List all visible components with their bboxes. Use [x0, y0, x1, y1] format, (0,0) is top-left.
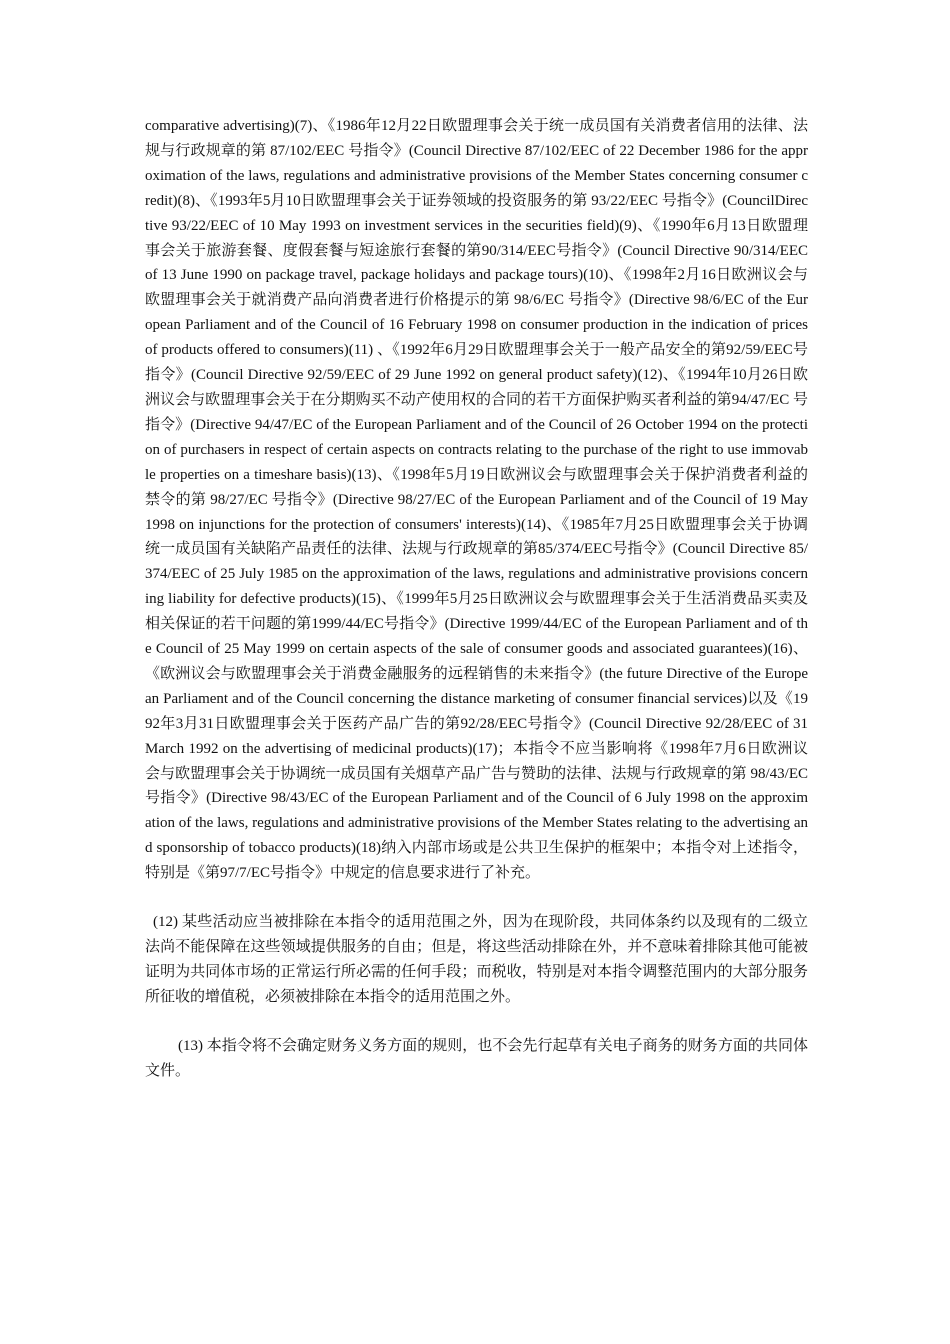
paragraph-continuation: comparative advertising)(7)、《1986年12月22日欧盟理事会关于统一成员国有关消费者信用的法律、法规与行政规章的第 87/102/EEC 号指令》(Council Directive 87/102/EEC of 22 December 1986 for the approximation of the laws, regulations and administrative provisions of the Member States concerning consumer credit)(8)、《1993年5月10日欧盟理事会关于证券领域的投资服务的第 93/22/EEC 号指令》(CouncilDirective 93/22/EEC of 10 May 1993 on investment services in the securities field)(9)、《1990年6月13日欧盟理事会关于旅游套餐、度假套餐与短途旅行套餐的第90/314/EEC号指令》(Council Directive 90/314/EEC of 13 June 1990 on package travel, package holidays and package tours)(10)、《1998年2月16日欧洲议会与欧盟理事会关于就消费产品向消费者进行价格提示的第 98/6/EC 号指令》(Directive 98/6/EC of the European Parliament and of the Council of 16 February 1998 on consumer production in the indication of prices of products offered to consumers)(11) 、《1992年6月29日欧盟理事会关于一般产品安全的第92/59/EEC号指令》(Council Directive 92/59/EEC of 29 June 1992 on general product safety)(12)、《1994年10月26日欧洲议会与欧盟理事会关于在分期购买不动产使用权的合同的若干方面保护购买者利益的第94/47/EC 号指令》(Directive 94/47/EC of the European Parliament and of the Council of 26 October 1994 on the protection of purchasers in respect of certain aspects on contracts relating to the purchase of the right to use immovable properties on a timeshare basis)(13)、《1998年5月19日欧洲议会与欧盟理事会关于保护消费者利益的禁令的第 98/27/EC 号指令》(Directive 98/27/EC of the European Parliament and of the Council of 19 May 1998 on injunctions for the protection of consumers' interests)(14)、《1985年7月25日欧盟理事会关于协调统一成员国有关缺陷产品责任的法律、法规与行政规章的第85/374/EEC号指令》(Council Directive 85/374/EEC of 25 July 1985 on the approximation of the laws, regulations and administrative provisions concerning liability for defective products)(15)、《1999年5月25日欧洲议会与欧盟理事会关于生活消费品买卖及相关保证的若干问题的第1999/44/EC号指令》(Directive 1999/44/EC of the European Parliament and of the Council of 25 May 1999 on certain aspects of the sale of consumer goods and associated guarantees)(16)、《欧洲议会与欧盟理事会关于消费金融服务的远程销售的未来指令》(the future Directive of the European Parliament and of the Council concerning the distance marketing of consumer financial services)以及《1992年3月31日欧盟理事会关于医药产品广告的第92/28/EEC号指令》(Council Directive 92/28/EEC of 31 March 1992 on the advertising of medicinal products)(17)；本指令不应当影响将《1998年7月6日欧洲议会与欧盟理事会关于协调统一成员国有关烟草产品广告与赞助的法律、法规与行政规章的第 98/43/EC 号指令》(Directive 98/43/EC of the European Parliament and of the Council of 6 July 1998 on the approximation of the laws, regulations and administrative provisions of the Member States relating to the advertising and sponsorship of tobacco products)(18)纳入内部市场或是公共卫生保护的框架中；本指令对上述指令，特别是《第97/7/EC号指令》中规定的信息要求进行了补充。	[145, 118, 808, 882]
paragraph-12: (12) 某些活动应当被排除在本指令的适用范围之外，因为在现阶段，共同体条约以及现有的二级立法尚不能保障在这些领域提供服务的自由；但是，将这些活动排除在外，并不意味着排除其他可能被证明为共同体市场的正常运行所必需的任何手段；而税收，特别是对本指令调整范围内的大部分服务所征收的增值税，必须被排除在本指令的适用范围之外。	[145, 914, 808, 1005]
paragraph-13: (13) 本指令将不会确定财务义务方面的规则，也不会先行起草有关电子商务的财务方面的共同体文件。	[145, 1037, 808, 1079]
document-body	[145, 114, 808, 1084]
